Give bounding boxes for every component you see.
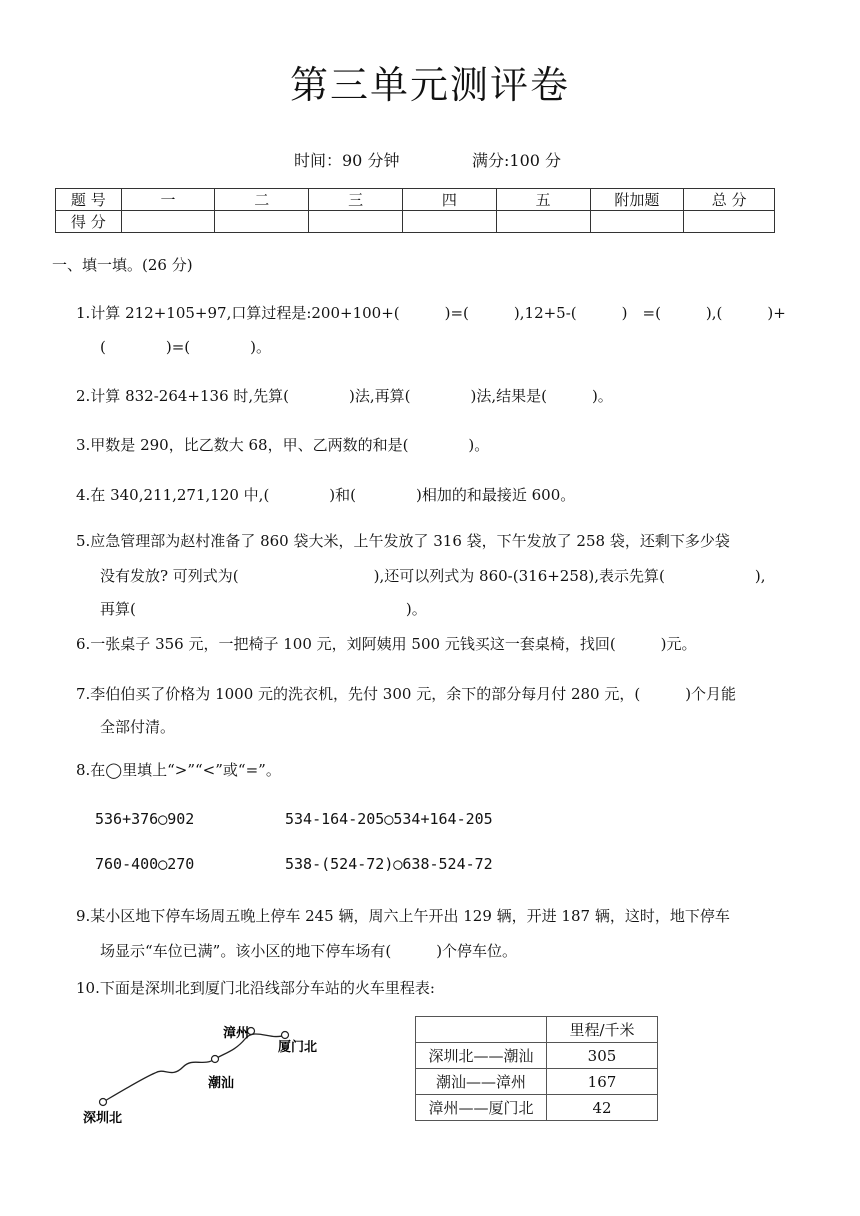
question-9-line-2: 场显示“车位已满”。该小区的地下停车场有( )个停车位。: [100, 942, 518, 960]
map-label-shenzhen: 深圳北: [83, 1111, 123, 1126]
table-row: [416, 1043, 658, 1069]
question-5-line-1: 5.应急管理部为赵村准备了 860 袋大米，上午发放了 316 袋，下午发放了 258 袋，还剩下多少袋: [76, 532, 730, 550]
segment-cell: 深圳北——潮汕: [416, 1043, 547, 1069]
score-cell[interactable]: [121, 211, 215, 233]
score-cell[interactable]: [309, 211, 403, 233]
table-row: [416, 1095, 658, 1121]
score-row-label: 得 分: [56, 211, 122, 233]
score-cell[interactable]: [496, 211, 590, 233]
map-label-zhangzhou: 漳州: [223, 1026, 250, 1041]
score-header-cell: 一: [121, 189, 215, 211]
compare-item: 760-400◯270: [95, 855, 195, 873]
railway-route-map: [75, 1015, 345, 1135]
segment-cell: 潮汕——漳州: [416, 1069, 547, 1095]
question-1-line-1: 1.计算 212+105+97,口算过程是:200+100+( )=( ),12+5-( ) =( ),( )+: [76, 304, 786, 322]
score-cell[interactable]: [684, 211, 775, 233]
distance-cell: 42: [547, 1095, 658, 1121]
question-5-line-2: 没有发放? 可列式为( ),还可以列式为 860-(316+258),表示先算( ),: [100, 567, 766, 585]
page-title: 第三单元测评卷: [289, 63, 570, 107]
question-8-prompt: 8.在◯里填上“>”“<”或“=”。: [76, 761, 281, 779]
full-score: 满分:100 分: [472, 151, 562, 170]
distance-cell: 167: [547, 1069, 658, 1095]
question-10-prompt: 10.下面是深圳北到厦门北沿线部分车站的火车里程表:: [76, 979, 435, 997]
time-limit: 时间：90 分钟: [294, 151, 400, 170]
table-row: [416, 1069, 658, 1095]
score-header-cell: 题 号: [56, 189, 122, 211]
question-3: 3.甲数是 290，比乙数大 68，甲、乙两数的和是( )。: [76, 436, 490, 454]
score-header-cell: 附加题: [590, 189, 684, 211]
railway-line: [103, 1034, 285, 1102]
question-4: 4.在 340,211,271,120 中,( )和( )相加的和最接近 600。: [76, 486, 576, 504]
question-2: 2.计算 832-264+136 时,先算( )法,再算( )法,结果是( )。: [76, 387, 613, 405]
compare-item: 534-164-205◯534+164-205: [285, 810, 493, 828]
score-header-cell: 三: [309, 189, 403, 211]
question-7-line-1: 7.李伯伯买了价格为 1000 元的洗衣机，先付 300 元，余下的部分每月付 280 元，( )个月能: [76, 685, 737, 703]
station-marker-chaoshan: [212, 1056, 219, 1063]
distance-header-cell: 里程/千米: [547, 1017, 658, 1043]
distance-table-header: [416, 1017, 658, 1043]
score-header-cell: 二: [215, 189, 309, 211]
compare-item: 536+376◯902: [95, 810, 195, 828]
distance-cell: 305: [547, 1043, 658, 1069]
score-cell[interactable]: [402, 211, 496, 233]
question-5-line-3: 再算( )。: [100, 600, 427, 618]
station-marker-xiamen: [282, 1032, 289, 1039]
station-marker-shenzhen: [100, 1099, 107, 1106]
question-1-line-2: ( )=( )。: [100, 338, 271, 356]
compare-item: 538-(524-72)◯638-524-72: [285, 855, 493, 873]
score-cell[interactable]: [215, 211, 309, 233]
distance-header-cell: [416, 1017, 547, 1043]
score-table: [55, 188, 775, 233]
question-7-line-2: 全部付清。: [100, 718, 176, 736]
score-cell[interactable]: [590, 211, 684, 233]
segment-cell: 漳州——厦门北: [416, 1095, 547, 1121]
section-heading: 一、填一填。(26 分): [52, 256, 193, 274]
distance-table: [415, 1016, 658, 1121]
map-label-xiamen: 厦门北: [278, 1040, 318, 1055]
score-header-cell: 五: [496, 189, 590, 211]
score-header-cell: 总 分: [684, 189, 775, 211]
map-label-chaoshan: 潮汕: [208, 1076, 235, 1091]
score-table-header-row: [56, 189, 775, 211]
question-9-line-1: 9.某小区地下停车场周五晚上停车 245 辆，周六上午开出 129 辆，开进 187 辆，这时，地下停车: [76, 907, 730, 925]
question-6: 6.一张桌子 356 元，一把椅子 100 元，刘阿姨用 500 元钱买这一套桌椅，找回( )元。: [76, 635, 697, 653]
score-header-cell: 四: [402, 189, 496, 211]
score-table-score-row: [56, 211, 775, 233]
